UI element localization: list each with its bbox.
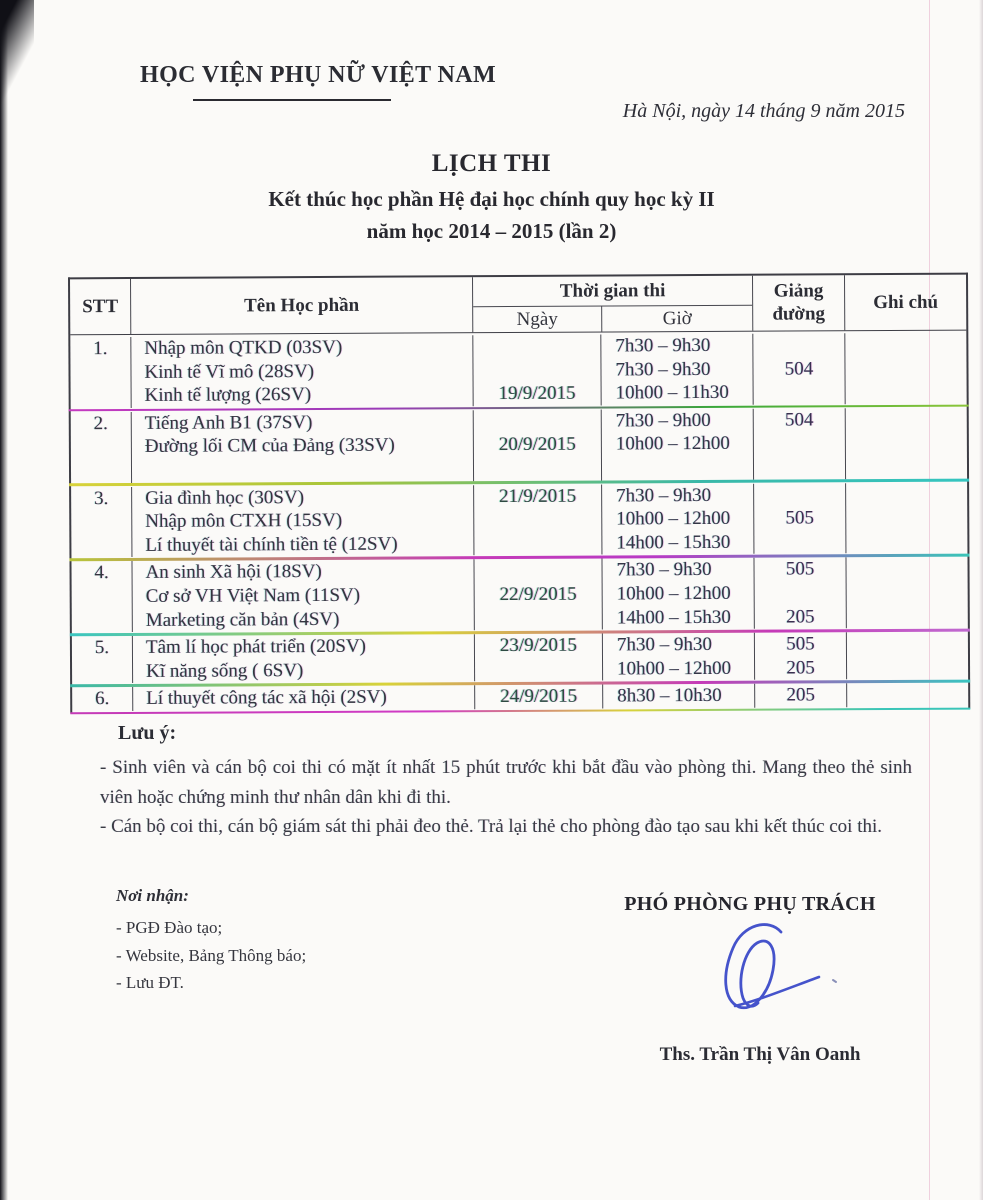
table-row xyxy=(70,331,966,410)
notes-section xyxy=(100,722,912,842)
table-row xyxy=(72,630,968,686)
table-row xyxy=(71,480,967,559)
document-subtitle-2: năm học 2014 – 2015 (lần 2) xyxy=(366,219,617,243)
cell-subjects: Nhập môn QTKD (03SV) Kinh tế Vĩ mô (28SV) Kinh tế lượng (26SV) xyxy=(130,335,472,408)
cell-note xyxy=(846,683,968,707)
place-date-line: Hà Nội, ngày 14 tháng 9 năm 2015 xyxy=(622,100,905,122)
cell-date: 19/9/2015 xyxy=(472,335,600,406)
cell-note xyxy=(845,407,967,478)
scan-edge-right xyxy=(979,0,983,1200)
header-room-line2: đường xyxy=(772,302,826,325)
cell-rooms: 505 205 xyxy=(753,558,845,629)
cell-date: 20/9/2015 xyxy=(473,409,601,480)
cell-stt: 2. xyxy=(93,412,108,434)
table-body xyxy=(70,331,968,714)
cell-rooms: 504 xyxy=(752,333,844,404)
scan-edge-left xyxy=(0,0,8,1200)
cell-times: 7h30 – 9h30 10h00 – 12h00 14h00 – 15h30 xyxy=(601,483,753,555)
scan-corner-shadow xyxy=(0,0,34,110)
note-paragraph: - Cán bộ coi thi, cán bộ giám sát thi phải đeo thẻ. Trả lại thẻ cho phòng đào tạo sau khi kết thúc coi thi. xyxy=(100,816,883,837)
cell-times: 8h30 – 10h30 xyxy=(602,684,754,708)
header-date: Ngày xyxy=(516,308,558,330)
recipient-item: - PGĐ Đào tạo; xyxy=(116,918,223,937)
cell-date: 23/9/2015 xyxy=(474,634,602,682)
recipient-item: - Lưu ĐT. xyxy=(116,973,184,992)
cell-times: 7h30 – 9h30 10h00 – 12h00 14h00 – 15h30 xyxy=(601,558,753,630)
notes-heading: Lưu ý: xyxy=(118,722,177,744)
table-header-row xyxy=(70,275,966,336)
cell-note xyxy=(845,482,967,553)
cell-note xyxy=(845,557,967,628)
cell-note xyxy=(844,333,966,404)
cell-rooms: 205 xyxy=(754,684,846,708)
cell-stt: 6. xyxy=(95,688,110,710)
cell-times: 7h30 – 9h00 10h00 – 12h00 xyxy=(601,409,753,481)
cell-subjects: An sinh Xã hội (18SV) Cơ sở VH Việt Nam (11SV) Marketing căn bản (4SV) xyxy=(131,560,473,633)
recipients-block xyxy=(116,886,306,997)
cell-subjects: Lí thuyết công tác xã hội (2SV) xyxy=(132,686,474,711)
cell-stt: 3. xyxy=(93,487,109,509)
header-time-group xyxy=(472,276,752,332)
document-title: LỊCH THI xyxy=(431,150,552,177)
cell-rooms: 505 xyxy=(753,483,845,554)
institution-underline xyxy=(193,99,391,101)
header-room-line1: Giảng xyxy=(773,280,824,302)
cell-times: 7h30 – 9h30 7h30 – 9h30 10h00 – 11h30 xyxy=(600,334,752,406)
cell-stt: 1. xyxy=(93,338,108,360)
header-subject: Tên Học phần xyxy=(130,277,472,334)
signature-ink xyxy=(693,916,843,1021)
table-row xyxy=(71,555,967,634)
recipient-item: - Website, Bảng Thông báo; xyxy=(116,945,307,965)
header-time-group-label: Thời gian thi xyxy=(473,276,752,307)
cell-date: 21/9/2015 xyxy=(473,484,601,555)
signer-title: PHÓ PHÒNG PHỤ TRÁCH xyxy=(624,893,876,915)
signer-name: Ths. Trần Thị Vân Oanh xyxy=(659,1044,861,1065)
cell-rooms: 504 xyxy=(753,408,845,479)
institution-name: HỌC VIỆN PHỤ NỮ VIỆT NAM xyxy=(140,62,497,88)
table-row xyxy=(71,405,967,484)
cell-date: 22/9/2015 xyxy=(473,559,601,630)
header-stt: STT xyxy=(82,295,119,317)
document-subtitle-1: Kết thúc học phần Hệ đại học chính quy học kỳ II xyxy=(268,187,715,211)
cell-times: 7h30 – 9h30 10h00 – 12h00 xyxy=(602,633,754,681)
cell-note xyxy=(846,632,968,680)
exam-schedule-table xyxy=(68,273,970,714)
cell-subjects: Tâm lí học phát triển (20SV) Kĩ năng sống ( 6SV) xyxy=(132,634,474,683)
header-note: Ghi chú xyxy=(844,275,966,331)
cell-subjects: Tiếng Anh B1 (37SV) Đường lối CM của Đảng (33SV) xyxy=(131,410,473,483)
note-paragraph: - Sinh viên và cán bộ coi thi có mặt ít nhất 15 phút trước khi bắt đầu vào phòng thi. Mang theo thẻ sinh viên hoặc chứng minh thư nhân dân khi đi thi. xyxy=(100,757,912,808)
cell-date: 24/9/2015 xyxy=(474,685,602,709)
cell-rooms: 505 205 xyxy=(754,632,846,680)
cell-subjects: Gia đình học (30SV) Nhập môn CTXH (15SV) Lí thuyết tài chính tiền tệ (12SV) xyxy=(131,485,473,558)
cell-stt: 5. xyxy=(94,637,110,659)
header-hour: Giờ xyxy=(601,306,752,332)
recipients-heading: Nơi nhận: xyxy=(116,886,189,905)
cell-stt: 4. xyxy=(94,562,109,584)
header-room xyxy=(752,275,844,330)
